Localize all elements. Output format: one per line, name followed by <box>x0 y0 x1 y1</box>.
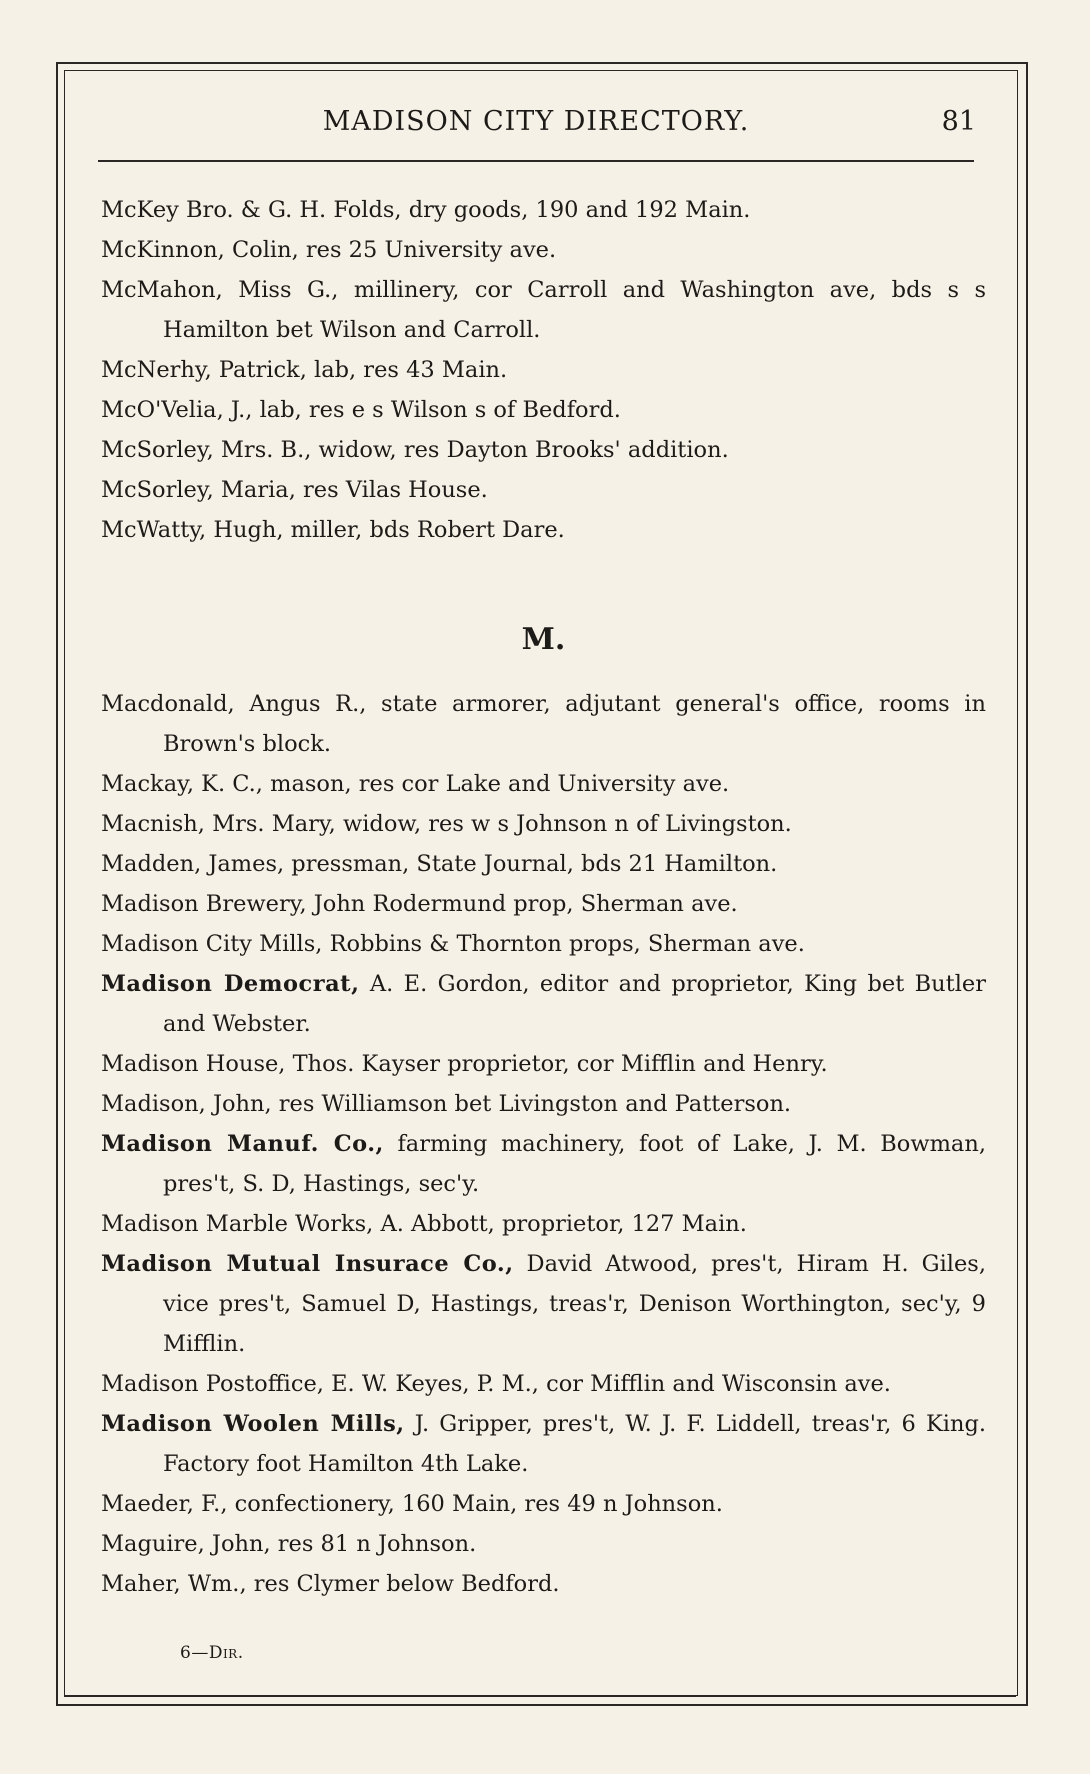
entry-text: Madison House, Thos. Kayser proprietor, cor Mifflin and Henry. <box>101 1051 828 1077</box>
signature-mark: 6—Dir. <box>180 1643 244 1663</box>
entry-lead: Madison Woolen Mills, <box>101 1411 405 1437</box>
directory-entry: McSorley, Mrs. B., widow, res Dayton Brooks' addition. <box>101 437 729 463</box>
entry-text: David Atwood, pres't, Hiram H. Giles, vice pres't, Samuel D, Hastings, treas'r, Denison Worthington, sec'y, 9 Mifflin. <box>163 1251 987 1357</box>
directory-entry <box>101 884 986 924</box>
directory-entry <box>101 684 986 764</box>
directory-entry: McSorley, Maria, res Vilas House. <box>101 477 488 503</box>
entry-text: Madison City Mills, Robbins & Thornton props, Sherman ave. <box>101 931 805 957</box>
entry-text: Madison Marble Works, A. Abbott, proprietor, 127 Main. <box>101 1211 747 1237</box>
directory-entry <box>101 844 986 884</box>
directory-entry <box>101 1564 986 1604</box>
directory-entry: McO'Velia, J., lab, res e s Wilson s of Bedford. <box>101 397 621 423</box>
directory-entry: McKinnon, Colin, res 25 University ave. <box>101 237 557 263</box>
entry-text: Madison Brewery, John Rodermund prop, Sherman ave. <box>101 891 738 917</box>
entry-text: Macdonald, Angus R., state armorer, adjutant general's office, rooms in Brown's block. <box>101 691 986 757</box>
directory-entry <box>101 1244 986 1364</box>
entry-text: A. E. Gordon, editor and proprietor, King bet Butler and Webster. <box>163 971 986 1037</box>
directory-entry <box>101 1044 986 1084</box>
page-header <box>96 100 976 150</box>
directory-entry <box>101 924 986 964</box>
footer-rule <box>64 1696 1016 1697</box>
directory-entry: McNerhy, Patrick, lab, res 43 Main. <box>101 357 508 383</box>
running-title: MADISON CITY DIRECTORY. <box>322 106 750 137</box>
directory-entry <box>101 1404 986 1484</box>
entry-text: Macnish, Mrs. Mary, widow, res w s Johnson n of Livingston. <box>101 811 792 837</box>
directory-entry <box>101 1084 986 1124</box>
directory-entry <box>101 1524 986 1564</box>
header-rule <box>98 160 974 162</box>
entry-lead: Madison Manuf. Co., <box>101 1131 384 1157</box>
directory-entry <box>101 1124 986 1204</box>
entry-text: Maeder, F., confectionery, 160 Main, res 49 n Johnson. <box>101 1491 723 1517</box>
directory-entry <box>101 804 986 844</box>
directory-entry <box>101 764 986 804</box>
directory-entry <box>101 1364 986 1404</box>
entry-text: Mackay, K. C., mason, res cor Lake and University ave. <box>101 771 730 797</box>
section-letter: M. <box>521 622 566 657</box>
directory-entry: McKey Bro. & G. H. Folds, dry goods, 190 and 192 Main. <box>101 197 751 223</box>
entry-text: J. Gripper, pres't, W. J. F. Liddell, treas'r, 6 King. Factory foot Hamilton 4th Lake. <box>163 1411 986 1477</box>
directory-entry <box>101 1484 986 1524</box>
entry-text: Maher, Wm., res Clymer below Bedford. <box>101 1571 560 1597</box>
entry-text: Madison, John, res Williamson bet Livingston and Patterson. <box>101 1091 792 1117</box>
entry-text: Madden, James, pressman, State Journal, bds 21 Hamilton. <box>101 851 778 877</box>
entry-lead: Madison Democrat, <box>101 971 360 997</box>
entry-text: Maguire, John, res 81 n Johnson. <box>101 1531 477 1557</box>
directory-entry: McWatty, Hugh, miller, bds Robert Dare. <box>101 517 565 543</box>
entry-lead: Madison Mutual Insurace Co., <box>101 1251 514 1277</box>
directory-entry <box>101 964 986 1044</box>
entry-text: farming machinery, foot of Lake, J. M. Bowman, pres't, S. D, Hastings, sec'y. <box>163 1131 986 1197</box>
entry-text: Madison Postoffice, E. W. Keyes, P. M., cor Mifflin and Wisconsin ave. <box>101 1371 891 1397</box>
directory-entry: McMahon, Miss G., millinery, cor Carroll and Washington ave, bds s s Hamilton bet Wilson and Carroll. <box>101 277 986 343</box>
page-number: 81 <box>941 106 976 137</box>
directory-entries <box>101 190 986 1604</box>
directory-entry <box>101 1204 986 1244</box>
